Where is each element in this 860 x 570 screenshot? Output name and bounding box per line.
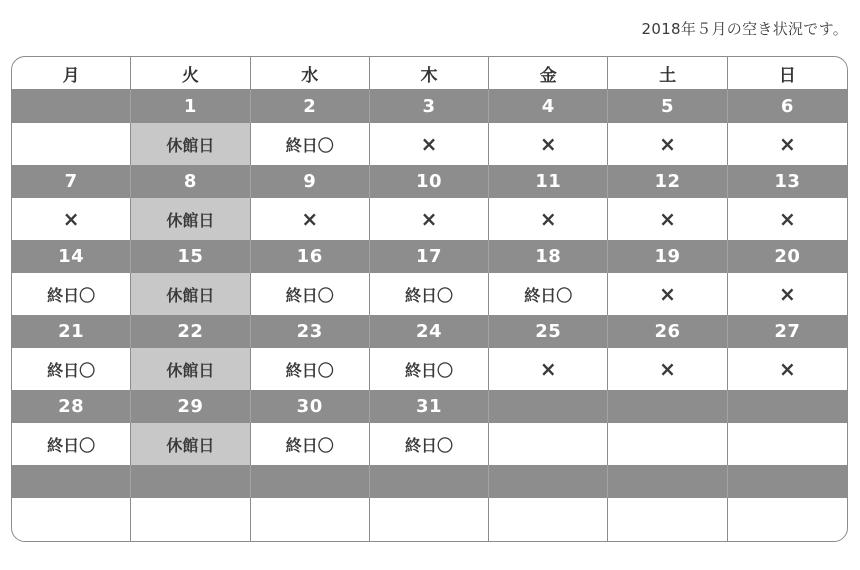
available-cell: 終日〇 (12, 273, 131, 315)
date-cell-fri: 11 (489, 165, 608, 198)
date-cell-sun (728, 465, 847, 498)
unavailable-cell: × (778, 132, 796, 156)
status-cell-sun (728, 423, 847, 465)
unavailable-cell: × (778, 207, 796, 231)
date-cell-mon: 7 (12, 165, 131, 198)
date-cell-thu: 10 (370, 165, 489, 198)
date-cell-sat: 26 (608, 315, 727, 348)
status-cell-mon (12, 123, 131, 165)
date-cell-mon: 14 (12, 240, 131, 273)
date-cell-sat: 5 (608, 90, 727, 123)
unavailable-cell: × (778, 357, 796, 381)
date-cell-mon (12, 90, 131, 123)
date-cell-fri (489, 390, 608, 423)
date-cell-fri: 4 (489, 90, 608, 123)
closed-day-cell: 休館日 (131, 423, 250, 465)
weekday-header-fri: 金 (489, 57, 608, 90)
unavailable-cell: × (489, 123, 608, 165)
closed-day-cell: 休館日 (131, 198, 250, 240)
date-cell-fri (489, 465, 608, 498)
date-cell-tue: 15 (131, 240, 250, 273)
date-cell-sun: 6 (728, 90, 847, 123)
date-cell-mon (12, 465, 131, 498)
status-cell-thu (370, 498, 489, 541)
weekday-header-sat: 土 (608, 57, 727, 90)
weekday-header-mon: 月 (12, 57, 131, 90)
closed-day-cell: 休館日 (131, 273, 250, 315)
available-cell: 終日〇 (370, 348, 489, 390)
date-cell-fri: 25 (489, 315, 608, 348)
available-cell: 終日〇 (251, 123, 370, 165)
availability-caption: 2018年５月の空き状況です。 (641, 20, 848, 38)
weekday-header-wed: 水 (251, 57, 370, 90)
weekday-header-tue: 火 (131, 57, 250, 90)
status-cell-tue (131, 498, 250, 541)
available-cell: 終日〇 (251, 423, 370, 465)
unavailable-cell: × (12, 198, 131, 240)
available-cell: 終日〇 (251, 348, 370, 390)
date-cell-sun (728, 390, 847, 423)
date-cell-fri: 18 (489, 240, 608, 273)
unavailable-cell: × (489, 198, 608, 240)
unavailable-cell: × (778, 282, 796, 306)
date-cell-tue (131, 465, 250, 498)
date-cell-wed: 23 (251, 315, 370, 348)
status-cell-sun (728, 498, 847, 541)
date-cell-sat (608, 390, 727, 423)
date-cell-thu: 17 (370, 240, 489, 273)
status-cell-sat (608, 498, 727, 541)
status-cell-mon (12, 498, 131, 541)
date-cell-sat: 12 (608, 165, 727, 198)
date-cell-wed: 2 (251, 90, 370, 123)
date-cell-thu: 3 (370, 90, 489, 123)
unavailable-cell: × (608, 273, 727, 315)
date-cell-wed: 16 (251, 240, 370, 273)
date-cell-sun: 27 (728, 315, 847, 348)
status-cell-sat (608, 423, 727, 465)
calendar-grid (12, 57, 847, 541)
available-cell: 終日〇 (12, 348, 131, 390)
unavailable-cell: × (608, 348, 727, 390)
available-cell: 終日〇 (370, 273, 489, 315)
status-cell-fri (489, 498, 608, 541)
date-cell-sun: 20 (728, 240, 847, 273)
date-cell-tue: 22 (131, 315, 250, 348)
available-cell: 終日〇 (251, 273, 370, 315)
date-cell-sat: 19 (608, 240, 727, 273)
date-cell-tue: 1 (131, 90, 250, 123)
available-cell: 終日〇 (370, 423, 489, 465)
date-cell-mon: 21 (12, 315, 131, 348)
availability-calendar (11, 56, 848, 542)
status-cell-fri (489, 423, 608, 465)
closed-day-cell: 休館日 (131, 123, 250, 165)
weekday-header-thu: 木 (370, 57, 489, 90)
date-cell-mon: 28 (12, 390, 131, 423)
available-cell: 終日〇 (489, 273, 608, 315)
date-cell-thu: 31 (370, 390, 489, 423)
date-cell-sun: 13 (728, 165, 847, 198)
available-cell: 終日〇 (12, 423, 131, 465)
unavailable-cell: × (370, 123, 489, 165)
unavailable-cell: × (608, 198, 727, 240)
date-cell-tue: 8 (131, 165, 250, 198)
date-cell-wed (251, 465, 370, 498)
unavailable-cell: × (608, 123, 727, 165)
status-cell-wed (251, 498, 370, 541)
date-cell-wed: 9 (251, 165, 370, 198)
date-cell-tue: 29 (131, 390, 250, 423)
closed-day-cell: 休館日 (131, 348, 250, 390)
weekday-header-sun: 日 (728, 57, 847, 90)
unavailable-cell: × (251, 198, 370, 240)
date-cell-thu (370, 465, 489, 498)
date-cell-wed: 30 (251, 390, 370, 423)
unavailable-cell: × (489, 348, 608, 390)
date-cell-thu: 24 (370, 315, 489, 348)
unavailable-cell: × (370, 198, 489, 240)
date-cell-sat (608, 465, 727, 498)
